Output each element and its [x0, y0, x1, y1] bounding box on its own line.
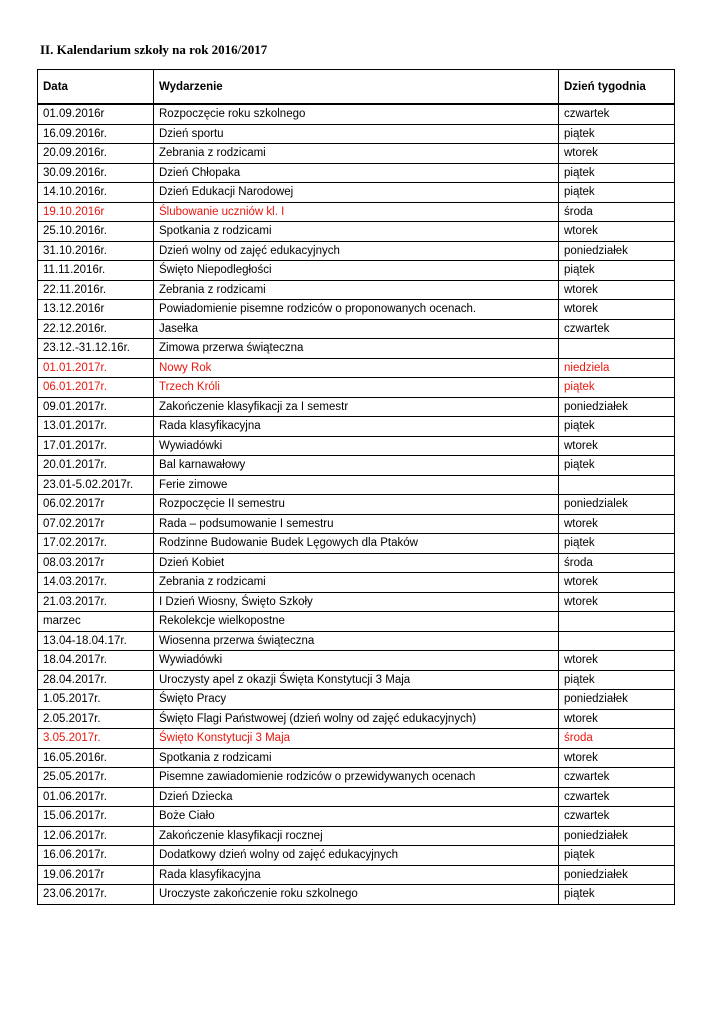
- cell-day: piątek: [559, 846, 675, 866]
- cell-day: [559, 612, 675, 632]
- cell-date: 2.05.2017r.: [38, 709, 154, 729]
- table-row: [38, 865, 675, 885]
- table-row: [38, 826, 675, 846]
- cell-day: poniedzialek: [559, 495, 675, 515]
- cell-date: 01.09.2016r: [38, 104, 154, 124]
- cell-day: piątek: [559, 417, 675, 437]
- cell-day: wtorek: [559, 514, 675, 534]
- cell-date: 13.01.2017r.: [38, 417, 154, 437]
- table-row: [38, 183, 675, 203]
- cell-day: środa: [559, 553, 675, 573]
- cell-date: 16.05.2016r.: [38, 748, 154, 768]
- cell-date: 01.01.2017r.: [38, 358, 154, 378]
- cell-day: piątek: [559, 456, 675, 476]
- cell-event: Ślubowanie uczniów kl. I: [154, 202, 559, 222]
- cell-day: wtorek: [559, 592, 675, 612]
- cell-day: środa: [559, 202, 675, 222]
- cell-event: Jasełka: [154, 319, 559, 339]
- cell-date: 19.10.2016r: [38, 202, 154, 222]
- cell-day: wtorek: [559, 300, 675, 320]
- cell-day: [559, 475, 675, 495]
- cell-date: 25.05.2017r.: [38, 768, 154, 788]
- cell-date: 3.05.2017r.: [38, 729, 154, 749]
- cell-date: 08.03.2017r: [38, 553, 154, 573]
- table-row: [38, 885, 675, 905]
- cell-date: 23.01-5.02.2017r.: [38, 475, 154, 495]
- cell-date: 12.06.2017r.: [38, 826, 154, 846]
- table-row: [38, 631, 675, 651]
- table-row: [38, 397, 675, 417]
- cell-date: 22.12.2016r.: [38, 319, 154, 339]
- cell-day: czwartek: [559, 768, 675, 788]
- cell-date: marzec: [38, 612, 154, 632]
- cell-day: czwartek: [559, 787, 675, 807]
- table-row: [38, 202, 675, 222]
- cell-day: poniedziałek: [559, 397, 675, 417]
- cell-event: Ferie zimowe: [154, 475, 559, 495]
- table-row: [38, 339, 675, 359]
- table-row: [38, 651, 675, 671]
- cell-event: Zimowa przerwa świąteczna: [154, 339, 559, 359]
- table-row: [38, 358, 675, 378]
- cell-day: piątek: [559, 885, 675, 905]
- cell-day: czwartek: [559, 319, 675, 339]
- cell-event: Dzień sportu: [154, 124, 559, 144]
- cell-event: Nowy Rok: [154, 358, 559, 378]
- cell-event: Zebrania z rodzicami: [154, 144, 559, 164]
- table-row: [38, 729, 675, 749]
- cell-day: poniedziałek: [559, 690, 675, 710]
- cell-date: 30.09.2016r.: [38, 163, 154, 183]
- cell-event: Rada – podsumowanie I semestru: [154, 514, 559, 534]
- cell-event: Rodzinne Budowanie Budek Lęgowych dla Ptaków: [154, 534, 559, 554]
- table-row: [38, 280, 675, 300]
- table-row: [38, 241, 675, 261]
- header-date: Data: [38, 70, 154, 105]
- cell-day: poniedziałek: [559, 826, 675, 846]
- cell-event: Święto Konstytucji 3 Maja: [154, 729, 559, 749]
- cell-event: Zebrania z rodzicami: [154, 280, 559, 300]
- table-row: [38, 709, 675, 729]
- cell-day: wtorek: [559, 573, 675, 593]
- cell-day: [559, 631, 675, 651]
- cell-day: niedziela: [559, 358, 675, 378]
- cell-day: piątek: [559, 534, 675, 554]
- cell-day: wtorek: [559, 651, 675, 671]
- table-row: [38, 144, 675, 164]
- cell-event: Wywiadówki: [154, 436, 559, 456]
- cell-date: 23.12.-31.12.16r.: [38, 339, 154, 359]
- cell-event: Rada klasyfikacyjna: [154, 865, 559, 885]
- table-row: [38, 495, 675, 515]
- cell-day: [559, 339, 675, 359]
- table-row: [38, 436, 675, 456]
- cell-event: Pisemne zawiadomienie rodziców o przewidywanych ocenach: [154, 768, 559, 788]
- cell-event: Zakończenie klasyfikacji za I semestr: [154, 397, 559, 417]
- cell-event: Rozpoczęcie roku szkolnego: [154, 104, 559, 124]
- cell-date: 16.06.2017r.: [38, 846, 154, 866]
- cell-event: Święto Niepodległości: [154, 261, 559, 281]
- table-row: [38, 475, 675, 495]
- table-row: [38, 514, 675, 534]
- table-row: [38, 222, 675, 242]
- cell-date: 18.04.2017r.: [38, 651, 154, 671]
- table-row: [38, 573, 675, 593]
- cell-date: 09.01.2017r.: [38, 397, 154, 417]
- table-row: [38, 787, 675, 807]
- cell-event: Boże Ciało: [154, 807, 559, 827]
- header-row: [38, 70, 675, 105]
- cell-date: 19.06.2017r: [38, 865, 154, 885]
- table-row: [38, 417, 675, 437]
- cell-day: piątek: [559, 124, 675, 144]
- cell-event: Uroczysty apel z okazji Święta Konstytucji 3 Maja: [154, 670, 559, 690]
- table-row: [38, 378, 675, 398]
- table-row: [38, 300, 675, 320]
- cell-date: 23.06.2017r.: [38, 885, 154, 905]
- cell-event: Rozpoczęcie II semestru: [154, 495, 559, 515]
- table-row: [38, 768, 675, 788]
- cell-event: I Dzień Wiosny, Święto Szkoły: [154, 592, 559, 612]
- cell-event: Dzień Edukacji Narodowej: [154, 183, 559, 203]
- cell-date: 11.11.2016r.: [38, 261, 154, 281]
- cell-date: 16.09.2016r.: [38, 124, 154, 144]
- table-row: [38, 319, 675, 339]
- cell-day: wtorek: [559, 709, 675, 729]
- cell-event: Bal karnawałowy: [154, 456, 559, 476]
- cell-day: poniedziałek: [559, 865, 675, 885]
- cell-day: piątek: [559, 670, 675, 690]
- page-title: II. Kalendarium szkoły na rok 2016/2017: [40, 42, 268, 57]
- cell-event: Dzień Chłopaka: [154, 163, 559, 183]
- cell-event: Święto Pracy: [154, 690, 559, 710]
- cell-event: Rekolekcje wielkopostne: [154, 612, 559, 632]
- header-day: Dzień tygodnia: [559, 70, 675, 105]
- header-event: Wydarzenie: [154, 70, 559, 105]
- cell-day: wtorek: [559, 222, 675, 242]
- cell-date: 31.10.2016r.: [38, 241, 154, 261]
- cell-date: 20.09.2016r.: [38, 144, 154, 164]
- table-body: [38, 104, 675, 904]
- cell-event: Wiosenna przerwa świąteczna: [154, 631, 559, 651]
- cell-date: 06.01.2017r.: [38, 378, 154, 398]
- table-row: [38, 748, 675, 768]
- cell-event: Zebrania z rodzicami: [154, 573, 559, 593]
- table-row: [38, 261, 675, 281]
- cell-day: wtorek: [559, 748, 675, 768]
- cell-date: 13.04-18.04.17r.: [38, 631, 154, 651]
- cell-day: poniedziałek: [559, 241, 675, 261]
- cell-date: 06.02.2017r: [38, 495, 154, 515]
- cell-date: 17.02.2017r.: [38, 534, 154, 554]
- cell-date: 22.11.2016r.: [38, 280, 154, 300]
- cell-day: środa: [559, 729, 675, 749]
- cell-day: czwartek: [559, 807, 675, 827]
- cell-event: Dzień wolny od zajęć edukacyjnych: [154, 241, 559, 261]
- cell-date: 14.10.2016r.: [38, 183, 154, 203]
- cell-event: Spotkania z rodzicami: [154, 748, 559, 768]
- cell-event: Dzień Dziecka: [154, 787, 559, 807]
- cell-event: Rada klasyfikacyjna: [154, 417, 559, 437]
- table-row: [38, 553, 675, 573]
- cell-date: 21.03.2017r.: [38, 592, 154, 612]
- cell-date: 15.06.2017r.: [38, 807, 154, 827]
- table-row: [38, 846, 675, 866]
- cell-event: Święto Flagi Państwowej (dzień wolny od zajęć edukacyjnych): [154, 709, 559, 729]
- table-row: [38, 612, 675, 632]
- table-row: [38, 690, 675, 710]
- cell-day: piątek: [559, 378, 675, 398]
- cell-event: Wywiadówki: [154, 651, 559, 671]
- cell-date: 20.01.2017r.: [38, 456, 154, 476]
- cell-event: Dodatkowy dzień wolny od zajęć edukacyjnych: [154, 846, 559, 866]
- table-row: [38, 124, 675, 144]
- cell-day: piątek: [559, 183, 675, 203]
- table-row: [38, 104, 675, 124]
- cell-date: 1.05.2017r.: [38, 690, 154, 710]
- table-header: [38, 70, 675, 105]
- cell-event: Uroczyste zakończenie roku szkolnego: [154, 885, 559, 905]
- table-row: [38, 807, 675, 827]
- cell-date: 13.12.2016r: [38, 300, 154, 320]
- cell-date: 25.10.2016r.: [38, 222, 154, 242]
- cell-date: 01.06.2017r.: [38, 787, 154, 807]
- table-row: [38, 592, 675, 612]
- cell-day: wtorek: [559, 436, 675, 456]
- cell-event: Powiadomienie pisemne rodziców o proponowanych ocenach.: [154, 300, 559, 320]
- cell-event: Trzech Króli: [154, 378, 559, 398]
- cell-day: piątek: [559, 163, 675, 183]
- cell-day: czwartek: [559, 104, 675, 124]
- cell-date: 07.02.2017r: [38, 514, 154, 534]
- cell-day: wtorek: [559, 144, 675, 164]
- cell-date: 28.04.2017r.: [38, 670, 154, 690]
- table-row: [38, 456, 675, 476]
- calendar-table: [37, 69, 675, 905]
- cell-event: Dzień Kobiet: [154, 553, 559, 573]
- cell-event: Spotkania z rodzicami: [154, 222, 559, 242]
- table-row: [38, 163, 675, 183]
- table-row: [38, 670, 675, 690]
- cell-date: 14.03.2017r.: [38, 573, 154, 593]
- cell-day: piątek: [559, 261, 675, 281]
- cell-event: Zakończenie klasyfikacji rocznej: [154, 826, 559, 846]
- cell-date: 17.01.2017r.: [38, 436, 154, 456]
- cell-day: wtorek: [559, 280, 675, 300]
- table-row: [38, 534, 675, 554]
